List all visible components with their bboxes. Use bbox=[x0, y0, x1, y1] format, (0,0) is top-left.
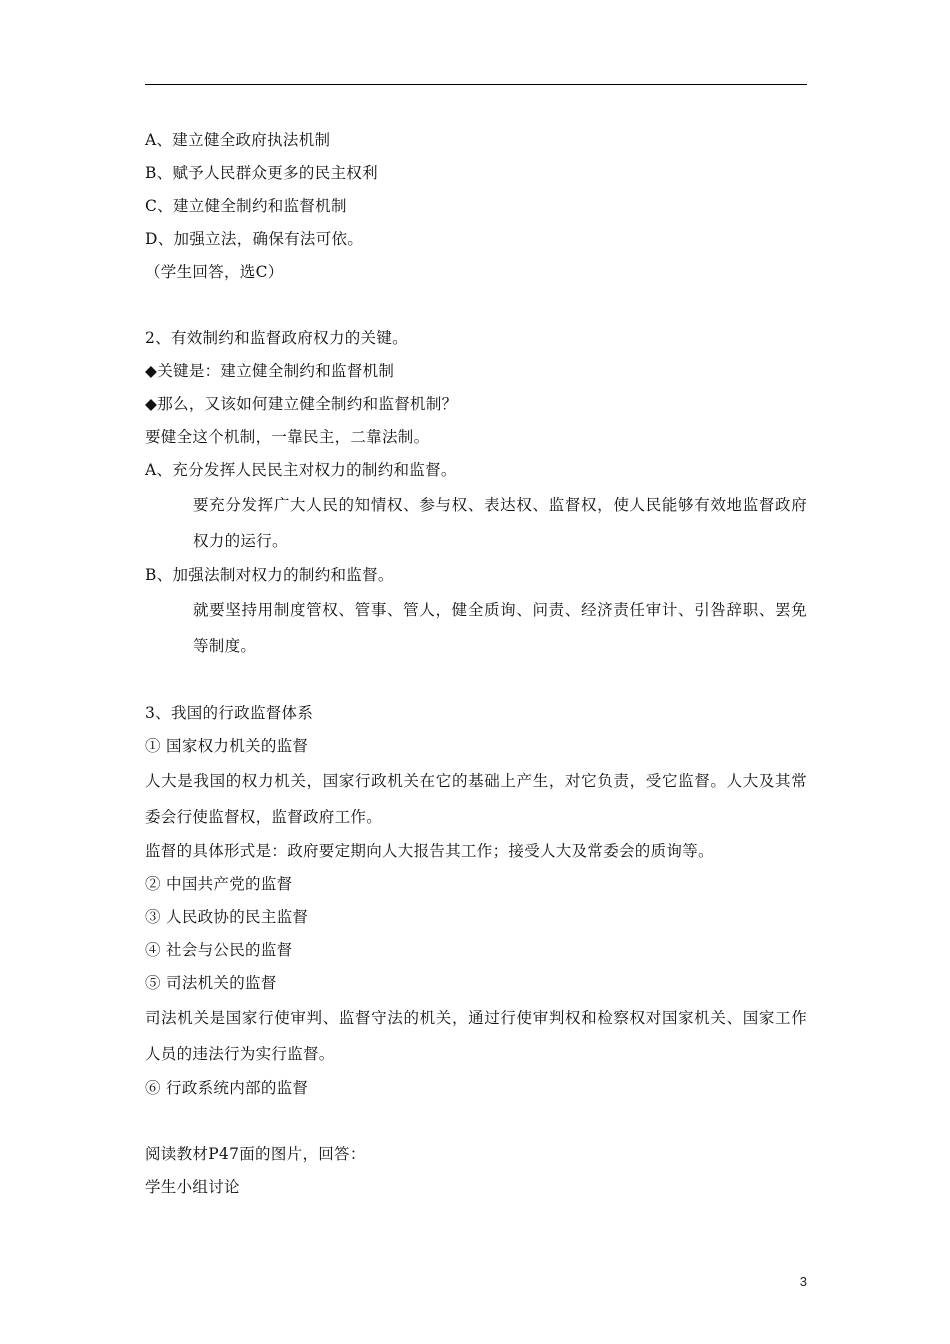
section-2-title: 2、有效制约和监督政府权力的关键。 bbox=[145, 329, 408, 347]
spacer bbox=[145, 289, 807, 322]
section-3-item-2: ② 中国共产党的监督 bbox=[145, 875, 293, 893]
section-3-item-1: ① 国家权力机关的监督 bbox=[145, 737, 309, 755]
section-2-key: ◆关键是：建立健全制约和监督机制 bbox=[145, 362, 395, 380]
section-2-a-title: A、充分发挥人民民主对权力的制约和监督。 bbox=[145, 461, 457, 479]
section-3-item-3: ③ 人民政协的民主监督 bbox=[145, 908, 309, 926]
section-3-item-4: ④ 社会与公民的监督 bbox=[145, 941, 293, 959]
option-b: B、赋予人民群众更多的民主权利 bbox=[145, 164, 378, 182]
option-c: C、建立健全制约和监督机制 bbox=[145, 197, 347, 215]
page-content bbox=[145, 124, 807, 1204]
section-2-b-title: B、加强法制对权力的制约和监督。 bbox=[145, 566, 394, 584]
section-3-item-5-body: 司法机关是国家行使审判、监督守法的机关，通过行使审判权和检察权对国家机关、国家工作人员的违法行为实行监督。 bbox=[145, 1009, 807, 1063]
section-2-b-body: 就要坚持用制度管权、管事、管人，健全质询、问责、经济责任审计、引咎辞职、罢免等制度。 bbox=[193, 601, 807, 655]
section-3-item-1-forms: 监督的具体形式是：政府要定期向人大报告其工作；接受人大及常委会的质询等。 bbox=[145, 842, 714, 860]
answer-note: （学生回答，选C） bbox=[145, 263, 284, 281]
reading-prompt: 阅读教材P47面的图片，回答： bbox=[145, 1145, 366, 1163]
section-2-intro: 要健全这个机制，一靠民主，二靠法制。 bbox=[145, 428, 430, 446]
section-2-question: ◆那么，又该如何建立健全制约和监督机制？ bbox=[145, 395, 458, 413]
spacer bbox=[145, 664, 807, 697]
section-3-item-1-body: 人大是我国的权力机关，国家行政机关在它的基础上产生，对它负责，受它监督。人大及其常委会行使监督权，监督政府工作。 bbox=[145, 772, 807, 826]
section-2-a-body: 要充分发挥广大人民的知情权、参与权、表达权、监督权，使人民能够有效地监督政府权力的运行。 bbox=[193, 496, 807, 550]
header-rule bbox=[145, 84, 807, 85]
option-d: D、加强立法，确保有法可依。 bbox=[145, 230, 364, 248]
section-3-title: 3、我国的行政监督体系 bbox=[145, 704, 314, 722]
reading-task: 学生小组讨论 bbox=[145, 1178, 240, 1196]
spacer bbox=[145, 1105, 807, 1138]
option-a: A、建立健全政府执法机制 bbox=[145, 131, 331, 149]
page-number: 3 bbox=[799, 1274, 807, 1289]
section-3-item-6: ⑥ 行政系统内部的监督 bbox=[145, 1079, 309, 1097]
section-3-item-5: ⑤ 司法机关的监督 bbox=[145, 974, 277, 992]
